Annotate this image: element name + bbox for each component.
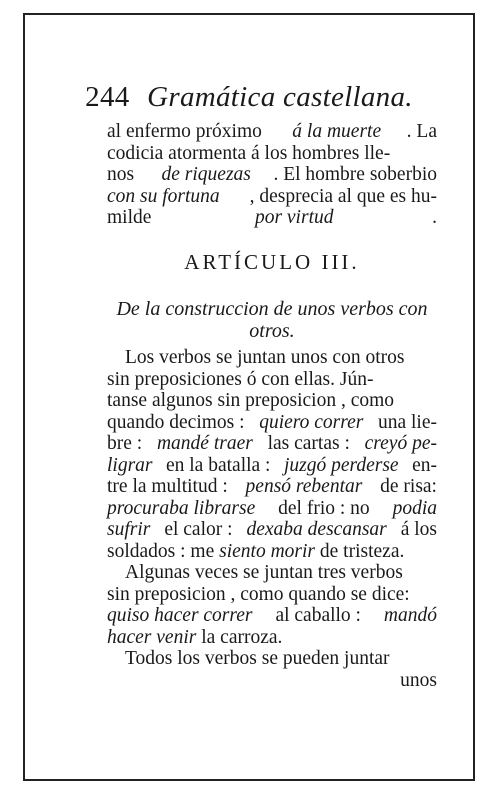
italic-text: podia [392, 497, 437, 519]
text-run: nos [107, 164, 139, 185]
italic-text: dexaba descansar [246, 519, 387, 540]
italic-text: á la muerte [292, 121, 382, 142]
text-line [107, 648, 437, 670]
text-run: las cartas : [262, 433, 355, 454]
italic-text: de riquezas [161, 164, 251, 185]
text-run: unos [400, 669, 437, 691]
page-number: 244 [85, 81, 130, 113]
text-run: milde [107, 207, 157, 228]
italic-text: ligrar [107, 454, 153, 476]
italic-text: mandé traer [156, 433, 253, 454]
italic-text: procuraba librarse [107, 497, 256, 519]
text-line [107, 390, 437, 412]
text-line [107, 519, 437, 541]
text-line [107, 498, 437, 520]
italic-text: siento morir [219, 540, 316, 562]
text-run: tre la multitud : [107, 476, 233, 497]
text-line [107, 164, 437, 186]
text-line [107, 347, 437, 369]
italic-text: quiero correr [259, 411, 364, 433]
italic-text: pensó rebentar [245, 476, 363, 497]
text-line [107, 433, 437, 455]
text-run: Todos los verbos se pueden juntar [125, 648, 390, 669]
article-subheading: De la construccion de unos verbos con otros. [116, 298, 428, 342]
text-run: sin preposicion , como quando se dice: [107, 583, 410, 605]
italic-text: por virtud [254, 207, 334, 228]
text-run: Algunas veces se juntan tres verbos [125, 562, 403, 583]
text-run: al caballo : [270, 605, 366, 626]
italic-text: con su fortuna [107, 185, 220, 207]
italic-text: hacer venir [107, 626, 197, 648]
page-header [25, 81, 473, 114]
text-run: de tristeza. [315, 540, 405, 562]
italic-text: sufrir [107, 519, 151, 540]
italic-text: quiso hacer correr [107, 605, 253, 626]
text-line [107, 476, 437, 498]
text-run: á los [395, 519, 437, 540]
text-line [107, 627, 437, 649]
text-line [107, 605, 437, 627]
text-run: tanse algunos sin preposicion , como [107, 390, 395, 411]
text-run: . El hombre soberbio [273, 164, 437, 185]
text-run: Los verbos se juntan unos con otros [125, 347, 405, 368]
text-run: del frio : no [273, 497, 375, 519]
italic-text: juzgó perderse [283, 454, 399, 476]
text-run: . La [406, 121, 437, 142]
text-run: al enfermo próximo [107, 121, 267, 142]
text-line [107, 369, 437, 391]
article-heading: ARTÍCULO III. [184, 250, 360, 274]
text-run: sin preposiciones ó con ellas. Jún- [107, 368, 374, 390]
text-line [107, 562, 437, 584]
text-line [107, 186, 437, 208]
text-run: en la batalla : [161, 454, 276, 476]
text-run: de risa: [375, 476, 437, 497]
text-run: soldados : me [107, 540, 220, 562]
italic-text: mandó [383, 605, 437, 626]
article-body [107, 347, 437, 691]
text-run: codicia atormenta á los hombres lle- [107, 142, 391, 164]
text-line [107, 670, 437, 692]
text-run: quando decimos : [107, 411, 250, 433]
text-run: , desprecia al que es hu- [249, 185, 437, 207]
text-line [107, 207, 437, 229]
text-run: . [432, 207, 437, 228]
text-run: bre : [107, 433, 148, 454]
text-line [107, 412, 437, 434]
book-page [23, 13, 475, 781]
text-line [107, 541, 437, 563]
text-run: una lie- [373, 411, 437, 433]
running-title: Gramática castellana. [147, 81, 413, 113]
text-run: el calor : [159, 519, 238, 540]
text-line [107, 584, 437, 606]
intro-paragraph [107, 121, 437, 229]
text-run: en- [407, 454, 437, 476]
text-run: la carroza. [196, 626, 283, 648]
italic-text: creyó pe- [364, 433, 437, 454]
text-line [107, 143, 437, 165]
text-line [107, 455, 437, 477]
text-line [107, 121, 437, 143]
